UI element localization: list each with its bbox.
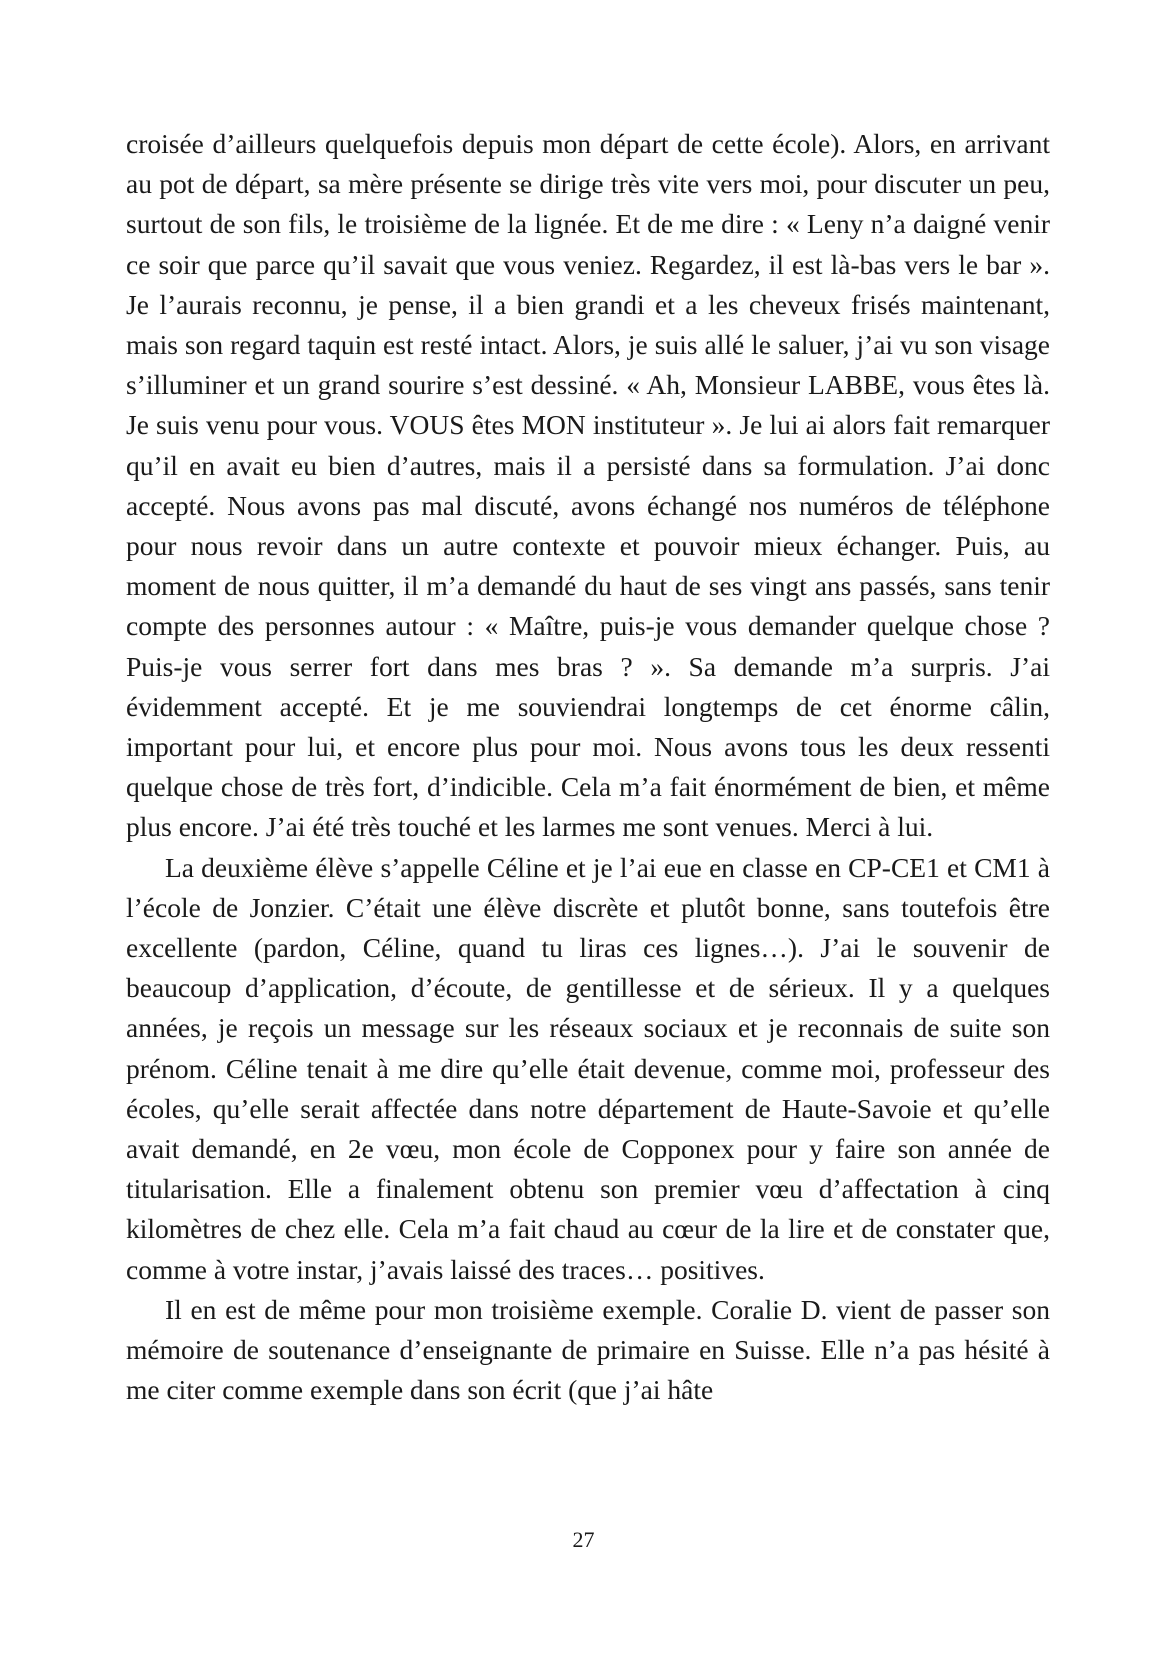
body-text <box>126 124 1050 1411</box>
paragraph-3: Il en est de même pour mon troisième exemple. Coralie D. vient de passer son mémoire de soutenance d’enseignante de primaire en Suisse. Elle n’a pas hésité à me citer comme exemple dans son écrit (que j’ai hâte <box>126 1293 1050 1406</box>
page-number: 27 <box>572 1527 595 1552</box>
paragraph-2: La deuxième élève s’appelle Céline et je l’ai eue en classe en CP-CE1 et CM1 à l’école de Jonzier. C’était une élève discrète et plutôt bonne, sans toutefois être excellente (pardon, Céline, quand tu liras ces lignes…). J’ai le souvenir de beaucoup d’application, d’écoute, de gentillesse et de sérieux. Il y a quelques années, je reçois un message sur les réseaux sociaux et je reconnais de suite son prénom. Céline tenait à me dire qu’elle était devenue, comme moi, professeur des écoles, qu’elle serait affectée dans notre département de Haute-Savoie et qu’elle avait demandé, en 2e vœu, mon école de Copponex pour y faire son année de titularisation. Elle a finalement obtenu son premier vœu d’affectation à cinq kilomètres de chez elle. Cela m’a fait chaud au cœur de la lire et de constater que, comme à votre instar, j’avais laissé des traces… positives. <box>126 851 1050 1285</box>
paragraph-1: croisée d’ailleurs quelquefois depuis mon départ de cette école). Alors, en arrivant au pot de départ, sa mère présente se dirige très vite vers moi, pour discuter un peu, surtout de son fils, le troisième de la lignée. Et de me dire : « Leny n’a daigné venir ce soir que parce qu’il savait que vous veniez. Regardez, il est là-bas vers le bar ». Je l’aurais reconnu, je pense, il a bien grandi et a les cheveux frisés maintenant, mais son regard taquin est resté intact. Alors, je suis allé le saluer, j’ai vu son visage s’illuminer et un grand sourire s’est dessiné. « Ah, Monsieur LABBE, vous êtes là. Je suis venu pour vous. VOUS êtes MON instituteur ». Je lui ai alors fait remarquer qu’il en avait eu bien d’autres, mais il a persisté dans sa formulation. J’ai donc accepté. Nous avons pas mal discuté, avons échangé nos numéros de téléphone pour nous revoir dans un autre contexte et pouvoir mieux échanger. Puis, au moment de nous quitter, il m’a demandé du haut de ses vingt ans passés, sans tenir compte des personnes autour : « Maître, puis-je vous demander quelque chose ? Puis-je vous serrer fort dans mes bras ? ». Sa demande m’a surpris. J’ai évidemment accepté. Et je me souviendrai longtemps de cet énorme câlin, important pour lui, et encore plus pour moi. Nous avons tous les deux ressenti quelque chose de très fort, d’indicible. Cela m’a fait énormément de bien, et même plus encore. J’ai été très touché et les larmes me sont venues. Merci à lui. <box>126 128 1050 843</box>
